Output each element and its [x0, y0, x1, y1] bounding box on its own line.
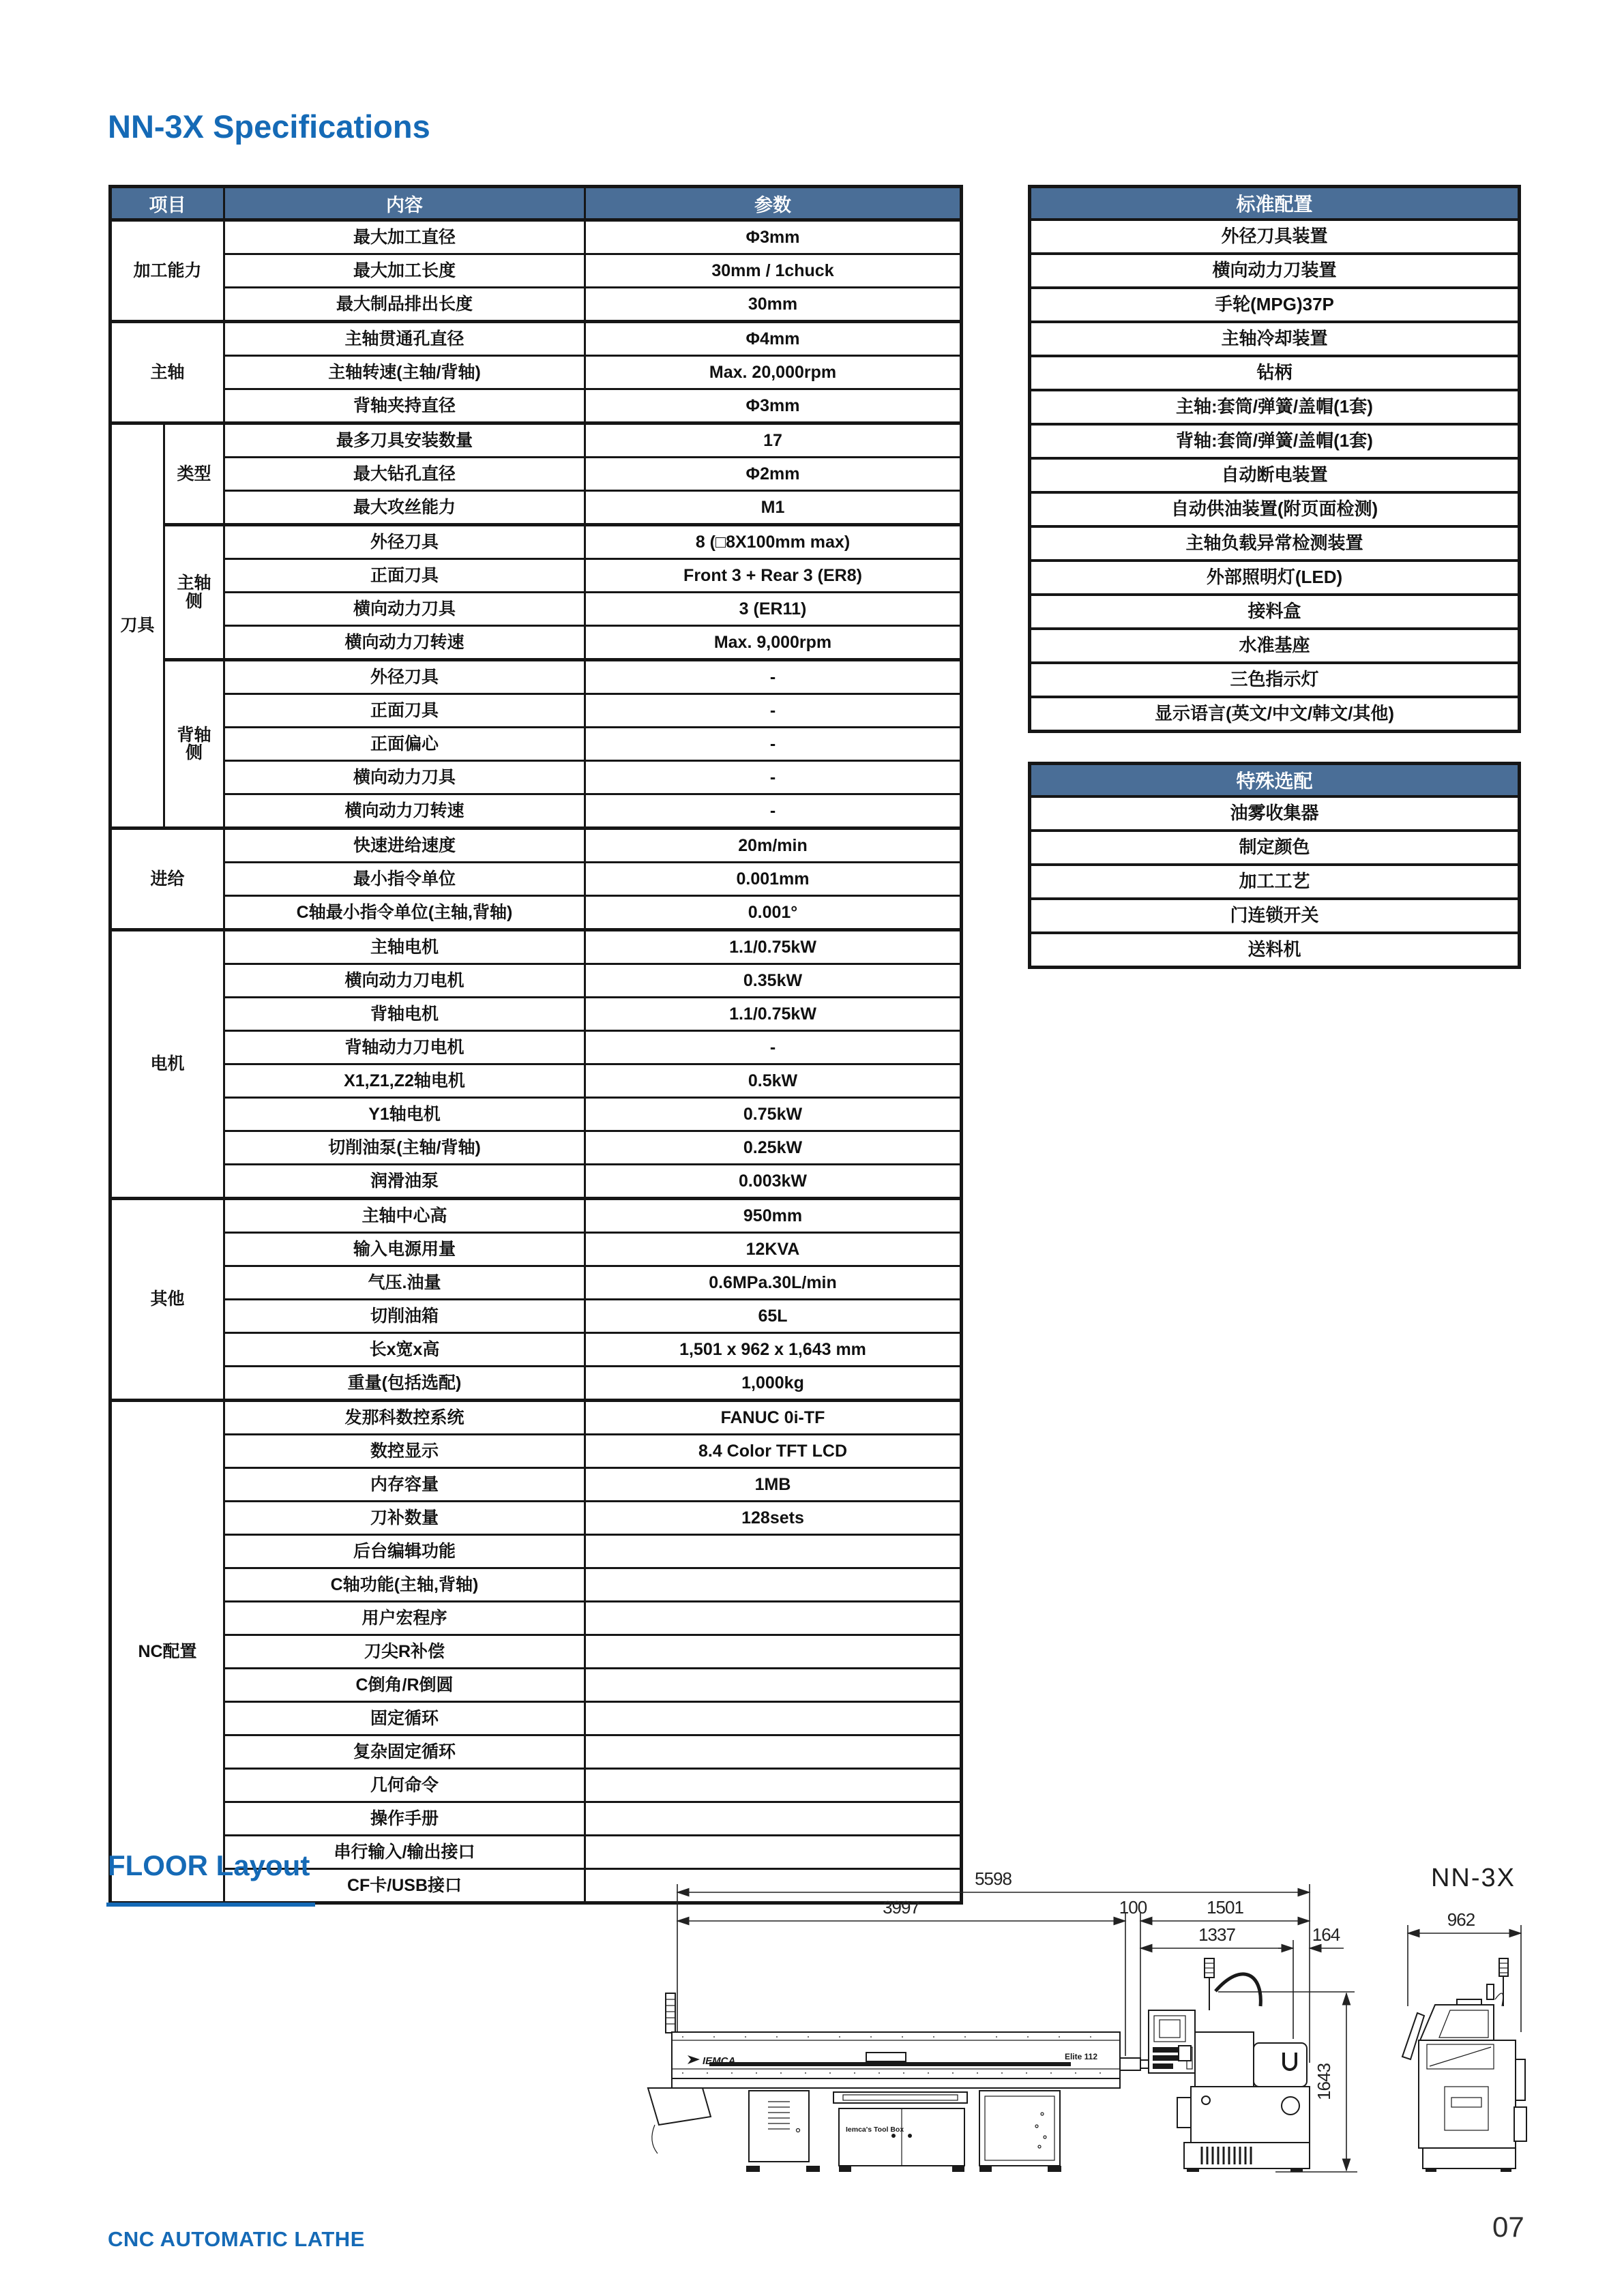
content-cell: 最大制品排出长度 [224, 288, 585, 322]
content-cell: 数控显示 [224, 1435, 585, 1468]
standard-config-row [1030, 254, 1520, 288]
config-section [1028, 185, 1521, 969]
feeder-brand-label: IEMCA [703, 2055, 736, 2067]
spec-row [110, 288, 962, 322]
standard-config-row [1030, 697, 1520, 732]
param-cell: - [585, 794, 962, 829]
spec-row [110, 660, 962, 694]
spec-row [110, 1435, 962, 1468]
spec-row [110, 423, 962, 458]
param-cell: Max. 9,000rpm [585, 626, 962, 660]
spec-row [110, 761, 962, 794]
standard-config-row [1030, 526, 1520, 561]
spec-row [110, 694, 962, 728]
spec-row [110, 1165, 962, 1199]
standard-config-row [1030, 220, 1520, 254]
config-table-body [1030, 796, 1520, 968]
spec-row [110, 863, 962, 896]
content-cell: 固定循环 [224, 1702, 585, 1735]
content-cell: 气压.油量 [224, 1266, 585, 1300]
standard-config-row [1030, 595, 1520, 629]
config-item-cell: 油雾收集器 [1030, 796, 1520, 831]
spec-row [110, 1535, 962, 1568]
spec-row [110, 728, 962, 761]
content-cell: 后台编辑功能 [224, 1535, 585, 1568]
special-option-row [1030, 796, 1520, 831]
standard-config-row [1030, 458, 1520, 492]
spec-row [110, 1502, 962, 1535]
config-item-cell: 显示语言(英文/中文/韩文/其他) [1030, 697, 1520, 732]
content-cell: 主轴贯通孔直径 [224, 322, 585, 356]
content-cell: 背轴电机 [224, 998, 585, 1031]
param-cell: 30mm [585, 288, 962, 322]
standard-config-row [1030, 424, 1520, 458]
param-cell: 0.001mm [585, 863, 962, 896]
content-cell: 最大攻丝能力 [224, 491, 585, 525]
content-cell: 操作手册 [224, 1802, 585, 1836]
dim-gap: 100 [1119, 1897, 1147, 1918]
param-cell [585, 1735, 962, 1769]
floor-layout-drawing [634, 1828, 1624, 2237]
content-cell: 重量(包括选配) [224, 1367, 585, 1401]
config-header-row [1030, 764, 1520, 797]
param-cell [585, 1602, 962, 1635]
footer-product-line: CNC AUTOMATIC LATHE [108, 2227, 365, 2251]
content-cell: 输入电源用量 [224, 1233, 585, 1266]
special-option-row [1030, 831, 1520, 865]
config-item-cell: 门连锁开关 [1030, 899, 1520, 933]
param-cell [585, 1635, 962, 1669]
content-cell: 串行输入/输出接口 [224, 1836, 585, 1869]
spec-row [110, 1333, 962, 1367]
spec-row [110, 1635, 962, 1669]
spec-row [110, 626, 962, 660]
spec-row [110, 322, 962, 356]
spec-row [110, 1064, 962, 1098]
spec-row [110, 1568, 962, 1602]
content-cell: 用户宏程序 [224, 1602, 585, 1635]
subgroup-label-cell: 主轴侧 [164, 525, 224, 660]
standard-config-row [1030, 288, 1520, 322]
content-cell: 刀尖R补偿 [224, 1635, 585, 1669]
special-options-table [1028, 762, 1521, 969]
content-cell: 背轴夹持直径 [224, 389, 585, 423]
column-header-item: 项目 [110, 187, 224, 220]
param-cell: 0.5kW [585, 1064, 962, 1098]
content-cell: X1,Z1,Z2轴电机 [224, 1064, 585, 1098]
dim-feeder-length: 3997 [883, 1897, 919, 1918]
param-cell: 3 (ER11) [585, 593, 962, 626]
param-cell: - [585, 761, 962, 794]
spec-row [110, 356, 962, 389]
param-cell: 950mm [585, 1199, 962, 1233]
content-cell: 外径刀具 [224, 660, 585, 694]
spec-row [110, 1602, 962, 1635]
spec-row [110, 389, 962, 423]
config-item-cell: 自动断电装置 [1030, 458, 1520, 492]
content-cell: 润滑油泵 [224, 1165, 585, 1199]
spec-row [110, 559, 962, 593]
subgroup-label-cell: 类型 [164, 423, 224, 525]
config-item-cell: 接料盒 [1030, 595, 1520, 629]
spec-row [110, 1300, 962, 1333]
param-cell: M1 [585, 491, 962, 525]
config-table-head [1030, 764, 1520, 797]
content-cell: 横向动力刀具 [224, 761, 585, 794]
content-cell: 主轴转速(主轴/背轴) [224, 356, 585, 389]
spec-row [110, 1098, 962, 1131]
footer-page-number: 07 [1492, 2211, 1524, 2243]
spec-row [110, 593, 962, 626]
param-cell: 17 [585, 423, 962, 458]
spec-table-head [110, 187, 962, 220]
content-cell: 最大加工长度 [224, 254, 585, 288]
dim-overall-length: 5598 [975, 1868, 1012, 1889]
param-cell: 0.35kW [585, 964, 962, 998]
spec-row [110, 1401, 962, 1435]
content-cell: 主轴电机 [224, 930, 585, 964]
param-cell: 8.4 Color TFT LCD [585, 1435, 962, 1468]
content-cell: 刀补数量 [224, 1502, 585, 1535]
spec-row [110, 458, 962, 491]
content-cell: 外径刀具 [224, 525, 585, 559]
group-label-cell: 刀具 [110, 423, 164, 829]
config-item-cell: 横向动力刀装置 [1030, 254, 1520, 288]
standard-config-row [1030, 322, 1520, 356]
param-cell [585, 1769, 962, 1802]
group-label-cell: 电机 [110, 930, 224, 1199]
spec-group [110, 829, 962, 930]
spec-group [110, 220, 962, 322]
spec-header-row [110, 187, 962, 220]
config-item-cell: 主轴:套筒/弹簧/盖帽(1套) [1030, 390, 1520, 424]
param-cell: Φ2mm [585, 458, 962, 491]
content-cell: 横向动力刀具 [224, 593, 585, 626]
config-item-cell: 主轴冷却装置 [1030, 322, 1520, 356]
content-cell: 主轴中心高 [224, 1199, 585, 1233]
param-cell: - [585, 694, 962, 728]
spec-row [110, 1233, 962, 1266]
spec-row [110, 1468, 962, 1502]
column-header-content: 内容 [224, 187, 585, 220]
config-item-cell: 手轮(MPG)37P [1030, 288, 1520, 322]
page-title: NN-3X Specifications [108, 108, 430, 145]
param-cell: 1.1/0.75kW [585, 998, 962, 1031]
special-option-row [1030, 899, 1520, 933]
param-cell: 1.1/0.75kW [585, 930, 962, 964]
group-label-cell: 主轴 [110, 322, 224, 423]
param-cell: - [585, 1031, 962, 1064]
config-item-cell: 制定颜色 [1030, 831, 1520, 865]
config-item-cell: 送料机 [1030, 933, 1520, 968]
floor-layout-title-underline [106, 1903, 315, 1907]
spec-row [110, 964, 962, 998]
drawing-model-label: NN-3X [1430, 1864, 1516, 1892]
config-table-body [1030, 220, 1520, 732]
content-cell: Y1轴电机 [224, 1098, 585, 1131]
standard-config-row [1030, 561, 1520, 595]
floor-layout-title: FLOOR Layout [108, 1849, 310, 1881]
content-cell: 快速进给速度 [224, 829, 585, 863]
param-cell: 1,501 x 962 x 1,643 mm [585, 1333, 962, 1367]
param-cell: 0.75kW [585, 1098, 962, 1131]
param-cell: 1,000kg [585, 1367, 962, 1401]
spec-row [110, 1031, 962, 1064]
param-cell: 0.6MPa.30L/min [585, 1266, 962, 1300]
spec-row [110, 220, 962, 254]
special-option-row [1030, 933, 1520, 968]
dim-sub-length: 1337 [1198, 1924, 1235, 1945]
content-cell: 复杂固定循环 [224, 1735, 585, 1769]
spec-group [110, 1199, 962, 1401]
spec-table-section [108, 185, 963, 1905]
special-option-row [1030, 865, 1520, 899]
param-cell: 0.003kW [585, 1165, 962, 1199]
spec-row [110, 1131, 962, 1165]
spec-row [110, 525, 962, 559]
content-cell: 正面偏心 [224, 728, 585, 761]
content-cell: 内存容量 [224, 1468, 585, 1502]
spec-row [110, 794, 962, 829]
config-table-title: 特殊选配 [1030, 764, 1520, 797]
config-item-cell: 三色指示灯 [1030, 663, 1520, 697]
spec-row [110, 254, 962, 288]
lathe-side-view [1120, 1958, 1310, 2172]
param-cell: 12KVA [585, 1233, 962, 1266]
spec-row [110, 1199, 962, 1233]
param-cell: 65L [585, 1300, 962, 1333]
content-cell: 正面刀具 [224, 559, 585, 593]
content-cell: C倒角/R倒圆 [224, 1669, 585, 1702]
spec-group [110, 930, 962, 1199]
spec-row [110, 930, 962, 964]
config-table-title: 标准配置 [1030, 187, 1520, 220]
spec-row [110, 1266, 962, 1300]
param-cell: 1MB [585, 1468, 962, 1502]
feeder-toolbox-label: Iemca's Tool Box [846, 2126, 904, 2134]
spec-table [108, 185, 963, 1905]
group-label-cell: 进给 [110, 829, 224, 930]
param-cell: Φ3mm [585, 220, 962, 254]
content-cell: 背轴动力刀电机 [224, 1031, 585, 1064]
dim-machine-height: 1643 [1314, 2063, 1334, 2100]
content-cell: 最大钻孔直径 [224, 458, 585, 491]
content-cell: 长x宽x高 [224, 1333, 585, 1367]
param-cell: 30mm / 1chuck [585, 254, 962, 288]
group-label-cell: 加工能力 [110, 220, 224, 322]
spec-row [110, 1735, 962, 1769]
param-cell: Max. 20,000rpm [585, 356, 962, 389]
column-header-param: 参数 [585, 187, 962, 220]
feeder-model-label: Elite 112 [1064, 2052, 1098, 2061]
config-header-row [1030, 187, 1520, 220]
dim-machine-width: 962 [1447, 1909, 1475, 1930]
param-cell: 128sets [585, 1502, 962, 1535]
spec-group [110, 322, 962, 423]
param-cell [585, 1702, 962, 1735]
param-cell: 20m/min [585, 829, 962, 863]
config-item-cell: 背轴:套筒/弹簧/盖帽(1套) [1030, 424, 1520, 458]
config-item-cell: 自动供油装置(附页面检测) [1030, 492, 1520, 526]
config-item-cell: 水准基座 [1030, 629, 1520, 663]
spec-row [110, 829, 962, 863]
param-cell: - [585, 660, 962, 694]
content-cell: CF卡/USB接口 [224, 1869, 585, 1903]
content-cell: 最多刀具安装数量 [224, 423, 585, 458]
group-label-cell: 其他 [110, 1199, 224, 1401]
content-cell: C轴最小指令单位(主轴,背轴) [224, 896, 585, 930]
content-cell: 最大加工直径 [224, 220, 585, 254]
spec-row [110, 491, 962, 525]
lathe-front-view [1402, 1958, 1526, 2172]
spec-row [110, 1669, 962, 1702]
spec-row [110, 896, 962, 930]
config-table-head [1030, 187, 1520, 220]
config-item-cell: 外部照明灯(LED) [1030, 561, 1520, 595]
content-cell: 最小指令单位 [224, 863, 585, 896]
config-item-cell: 加工工艺 [1030, 865, 1520, 899]
param-cell [585, 1535, 962, 1568]
config-item-cell: 外径刀具装置 [1030, 220, 1520, 254]
config-item-cell: 钻柄 [1030, 356, 1520, 390]
content-cell: 切削油泵(主轴/背轴) [224, 1131, 585, 1165]
content-cell: C轴功能(主轴,背轴) [224, 1568, 585, 1602]
spec-row [110, 1367, 962, 1401]
spec-row [110, 1769, 962, 1802]
param-cell: Φ4mm [585, 322, 962, 356]
content-cell: 发那科数控系统 [224, 1401, 585, 1435]
standard-config-row [1030, 356, 1520, 390]
config-item-cell: 主轴负载异常检测装置 [1030, 526, 1520, 561]
standard-config-row [1030, 663, 1520, 697]
param-cell: FANUC 0i-TF [585, 1401, 962, 1435]
param-cell: - [585, 728, 962, 761]
spec-group [110, 423, 962, 829]
content-cell: 横向动力刀转速 [224, 626, 585, 660]
param-cell: Φ3mm [585, 389, 962, 423]
standard-config-table [1028, 185, 1521, 733]
dim-machine-length: 1501 [1207, 1897, 1243, 1918]
param-cell [585, 1568, 962, 1602]
content-cell: 切削油箱 [224, 1300, 585, 1333]
standard-config-row [1030, 629, 1520, 663]
content-cell: 横向动力刀转速 [224, 794, 585, 829]
content-cell: 横向动力刀电机 [224, 964, 585, 998]
standard-config-row [1030, 492, 1520, 526]
param-cell: 0.001° [585, 896, 962, 930]
param-cell: 8 (□8X100mm max) [585, 525, 962, 559]
standard-config-row [1030, 390, 1520, 424]
spec-row [110, 1702, 962, 1735]
content-cell: 正面刀具 [224, 694, 585, 728]
content-cell: 几何命令 [224, 1769, 585, 1802]
param-cell [585, 1669, 962, 1702]
group-label-cell: NC配置 [110, 1401, 224, 1903]
param-cell: Front 3 + Rear 3 (ER8) [585, 559, 962, 593]
bar-feeder-side-view [648, 1993, 1120, 2172]
spec-row [110, 998, 962, 1031]
dim-offset: 164 [1312, 1924, 1340, 1945]
subgroup-label-cell: 背轴侧 [164, 660, 224, 829]
param-cell: 0.25kW [585, 1131, 962, 1165]
